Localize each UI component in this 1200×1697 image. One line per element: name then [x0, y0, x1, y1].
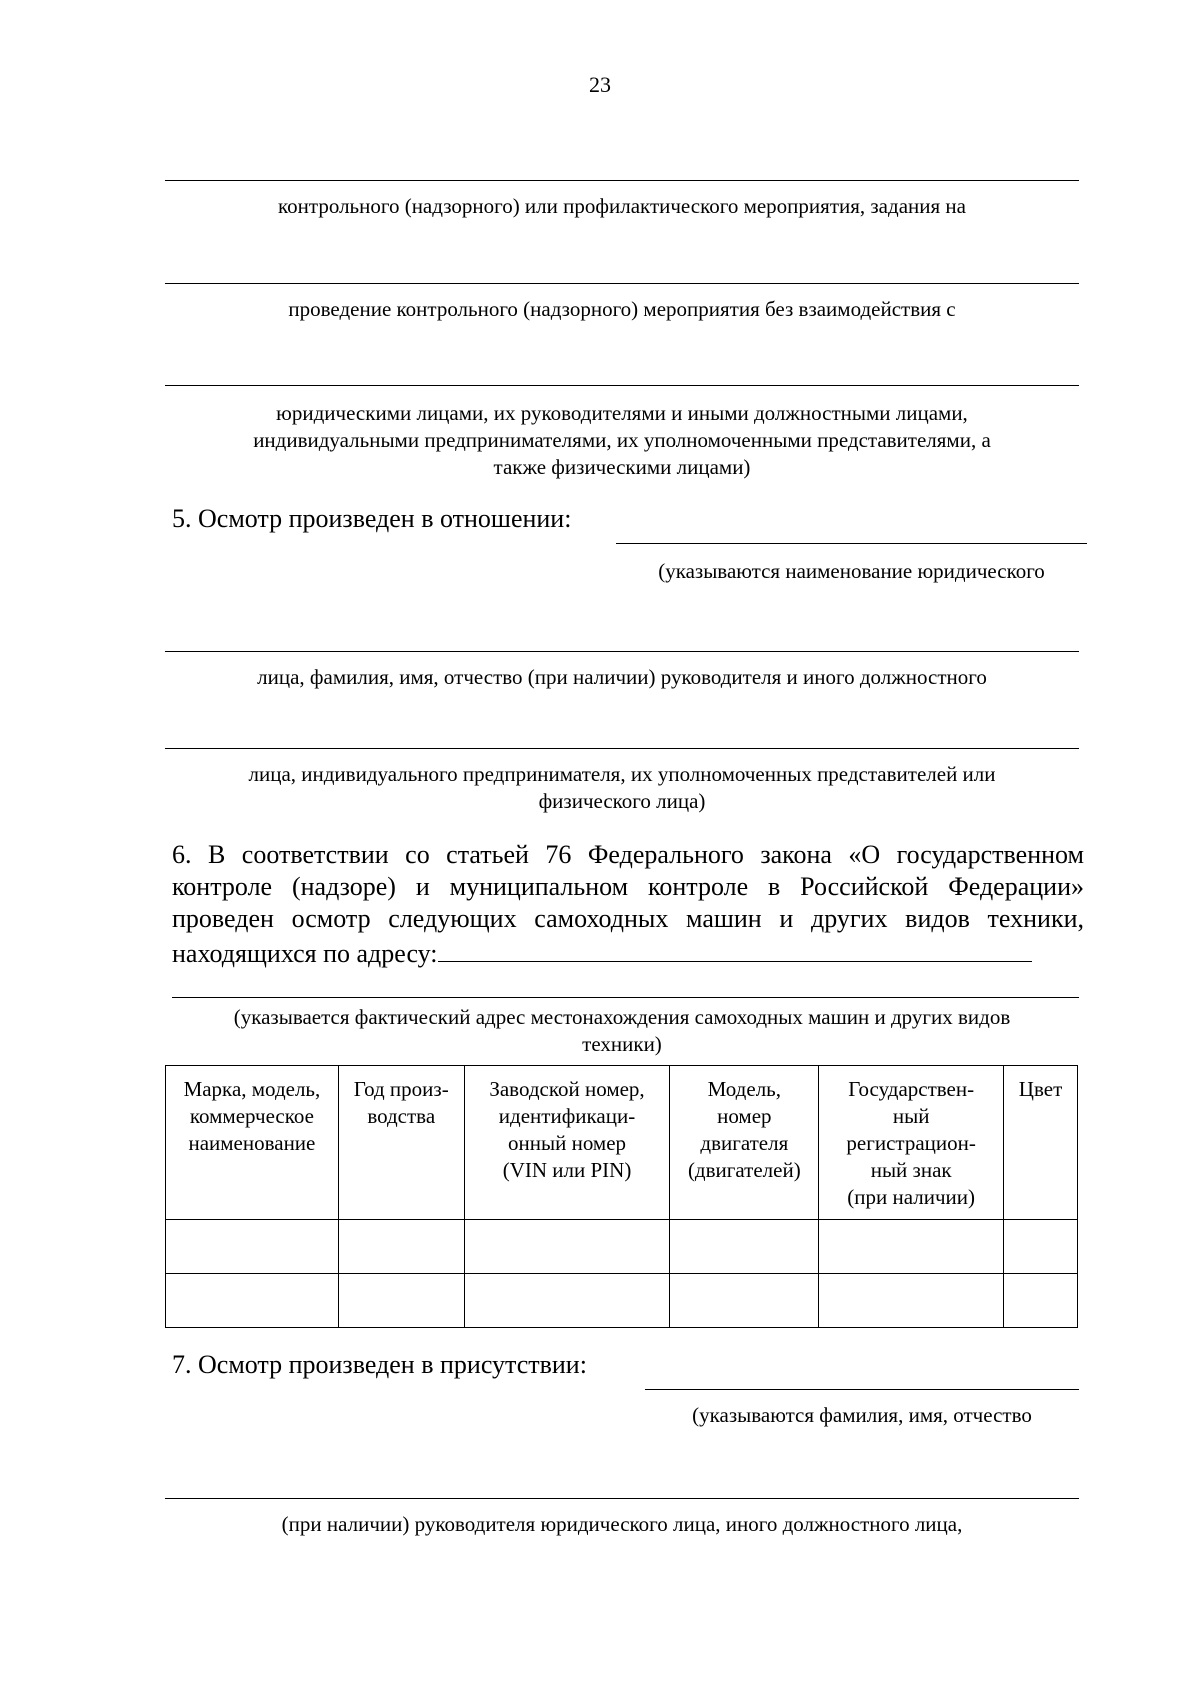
table-cell[interactable]	[338, 1220, 464, 1274]
table-cell[interactable]	[338, 1274, 464, 1328]
fill-line[interactable]	[165, 651, 1079, 652]
table-cell[interactable]	[1004, 1220, 1078, 1274]
caption-line: юридическими лицами, их руководителями и иными должностными лицами,	[276, 401, 968, 425]
paragraph-line: проведен осмотр следующих самоходных машин и других видов техники,	[172, 904, 1084, 933]
paragraph-line: контроле (надзоре) и муниципальном контроле в Российской Федерации»	[172, 872, 1084, 901]
caption-line: техники)	[582, 1032, 662, 1056]
fill-line[interactable]	[165, 1498, 1079, 1499]
address-field[interactable]	[438, 935, 1032, 962]
fill-line[interactable]	[645, 1389, 1079, 1390]
table-row	[166, 1220, 1078, 1274]
caption-line: (указывается фактический адрес местонахождения самоходных машин и других видов	[233, 1005, 1011, 1029]
column-header: Модель, номер двигателя (двигателей)	[670, 1066, 819, 1220]
fill-line[interactable]	[172, 997, 1079, 998]
fill-line[interactable]	[165, 385, 1079, 386]
address-label: находящихся по адресу:	[172, 939, 438, 968]
section-6-paragraph	[172, 839, 1084, 970]
table-row	[166, 1274, 1078, 1328]
table-cell[interactable]	[1004, 1274, 1078, 1328]
column-header: Государствен- ный регистрацион- ный знак (при наличии)	[819, 1066, 1004, 1220]
paragraph-line: 6. В соответствии со статьей 76 Федерального закона «О государственном	[172, 840, 1084, 869]
page-number: 23	[589, 72, 611, 97]
table-cell[interactable]	[464, 1274, 670, 1328]
fill-line[interactable]	[165, 748, 1079, 749]
column-header: Год произ- водства	[338, 1066, 464, 1220]
caption-line: также физическими лицами)	[493, 455, 751, 479]
column-header: Цвет	[1004, 1066, 1078, 1220]
fill-line[interactable]	[616, 543, 1087, 544]
table-cell[interactable]	[464, 1220, 670, 1274]
column-header: Заводской номер, идентификаци- онный номер (VIN или PIN)	[464, 1066, 670, 1220]
table-cell[interactable]	[819, 1220, 1004, 1274]
caption-line: лица, фамилия, имя, отчество (при наличии) руководителя и иного должностного	[257, 665, 987, 689]
table-cell[interactable]	[670, 1220, 819, 1274]
caption-line: контрольного (надзорного) или профилактического мероприятия, задания на	[278, 194, 966, 218]
section-5-label: 5. Осмотр произведен в отношении:	[172, 504, 572, 533]
table-cell[interactable]	[819, 1274, 1004, 1328]
caption-line: лица, индивидуального предпринимателя, их уполномоченных представителей или	[248, 762, 996, 786]
vehicles-table	[165, 1065, 1078, 1328]
table-header-row	[166, 1066, 1078, 1220]
table-cell[interactable]	[166, 1274, 339, 1328]
caption-line: (при наличии) руководителя юридического лица, иного должностного лица,	[281, 1512, 963, 1536]
paragraph-line-with-field	[172, 935, 1084, 970]
caption-line: индивидуальными предпринимателями, их уполномоченными представителями, а	[253, 428, 991, 452]
table-cell[interactable]	[670, 1274, 819, 1328]
caption-line: (указываются наименование юридического	[658, 559, 1045, 583]
fill-line[interactable]	[165, 283, 1079, 284]
column-header: Марка, модель, коммерческое наименование	[166, 1066, 339, 1220]
caption-line: (указываются фамилия, имя, отчество	[692, 1403, 1032, 1427]
caption-line: проведение контрольного (надзорного) мероприятия без взаимодействия с	[288, 297, 956, 321]
caption-line: физического лица)	[538, 789, 706, 813]
section-7-label: 7. Осмотр произведен в присутствии:	[172, 1350, 587, 1379]
table-cell[interactable]	[166, 1220, 339, 1274]
fill-line[interactable]	[165, 180, 1079, 181]
